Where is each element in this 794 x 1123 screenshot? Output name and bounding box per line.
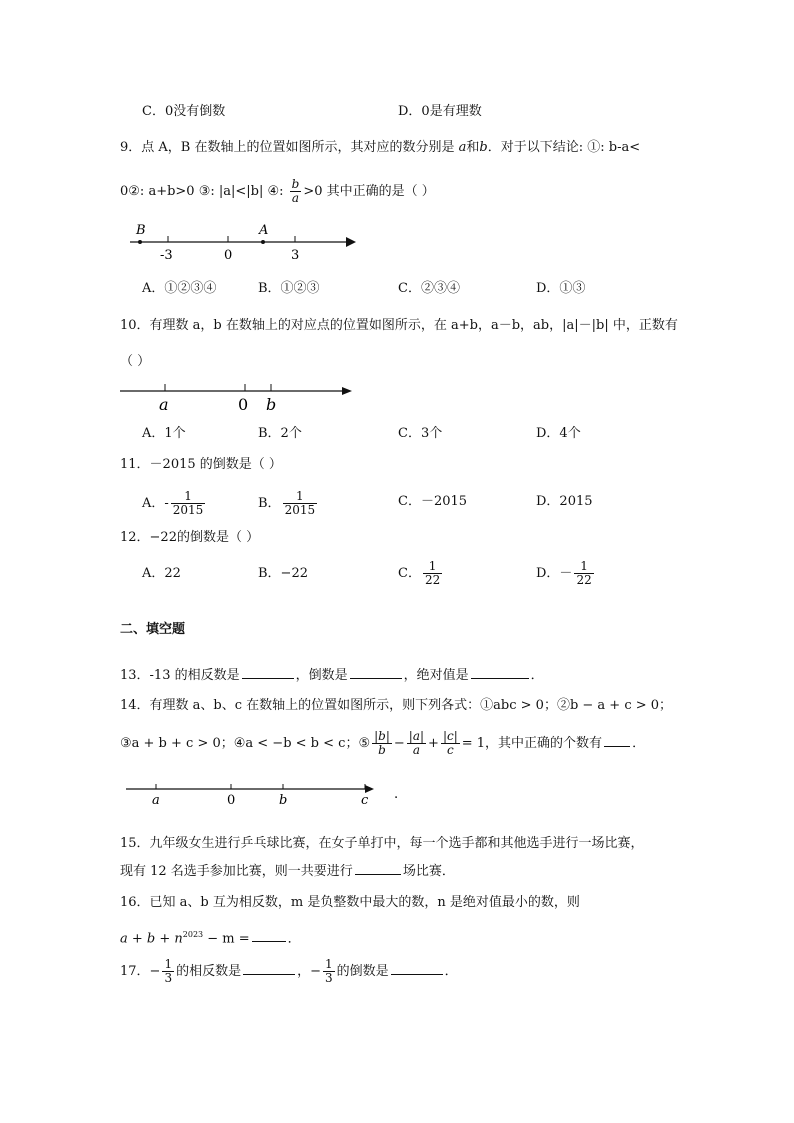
q12-stem: 12．−22的倒数是（ ） (120, 530, 260, 545)
q9-option-a[interactable]: A．①②③④ (142, 281, 217, 296)
q9-frac-den: a (291, 191, 300, 205)
q17-text-a: 17．− (120, 964, 161, 979)
q9-option-b[interactable]: B．①②③ (258, 281, 320, 296)
q10-label-a: a (159, 395, 169, 414)
q17-text-e: ． (444, 964, 458, 979)
q13-text-d: ． (530, 668, 544, 683)
q11-option-c[interactable]: C．－2015 (398, 494, 468, 509)
q13-blank-opposite[interactable] (242, 664, 294, 679)
q12-option-c-fraction (423, 560, 442, 587)
q9-tick-label-0: 0 (224, 248, 233, 263)
q14-frac-a (407, 730, 426, 757)
q10-option-a[interactable]: A．1个 (142, 426, 186, 441)
q13-stem (120, 664, 544, 686)
q10-stem-line1: 10．有理数 a，b 在数轴上的对应点的位置如图所示，在 a+b，a－b，ab，|a|－|b| 中，正数有 (120, 318, 678, 333)
q17-stem (120, 958, 458, 985)
q12-option-a[interactable]: A．22 (142, 566, 181, 581)
q12-c-num: 1 (423, 560, 442, 574)
q16-expr-a: a + b + n (120, 931, 183, 947)
q10-label-0: 0 (238, 395, 249, 414)
q17-text-b: 的相反数是 (176, 964, 242, 979)
q9-he: 和 (466, 140, 480, 155)
q9-frac-num: b (291, 177, 300, 191)
q9-label-b: B (136, 223, 146, 238)
q11-option-a-prefix: A．- (142, 496, 169, 511)
q10-option-b[interactable]: B．2个 (258, 426, 302, 441)
q12-d-den: 22 (576, 573, 592, 587)
q14-plus: + (428, 736, 439, 751)
q16-exponent: 2023 (182, 930, 204, 939)
q14-label-0: 0 (227, 793, 236, 808)
q11-option-b-prefix: B． (258, 496, 281, 511)
q9-option-c[interactable]: C．②③④ (398, 281, 460, 296)
q12-option-c[interactable] (398, 560, 444, 587)
q10-option-d[interactable]: D．4个 (536, 426, 581, 441)
q14-label-b: b (279, 793, 288, 808)
q10-stem-line2: （ ） (120, 354, 151, 369)
q14-number-line (122, 780, 412, 810)
q17-f1-num: 1 (164, 957, 173, 971)
q8-option-d[interactable]: D．0是有理数 (398, 104, 482, 119)
q17-text-d: 的倒数是 (336, 964, 389, 979)
q9-stem-text-a: 9．点 A，B 在数轴上的位置如图所示，其对应的数分别是 (120, 140, 455, 155)
q14-text-b: = 1，其中正确的个数有 (461, 736, 603, 751)
q9-number-line (120, 220, 370, 265)
q12-d-num: 1 (574, 560, 593, 574)
q17-text-c: ，− (297, 964, 321, 979)
q11-a-num: 1 (171, 490, 206, 504)
q13-text-a: 13．-13 的相反数是 (120, 668, 240, 683)
q14-text-a: ③a + b + c > 0；④a < −b < b < c；⑤ (120, 736, 371, 751)
q10-label-b: b (266, 395, 277, 414)
q11-b-den: 2015 (284, 503, 316, 517)
q16-expr-b: − m = (203, 931, 250, 947)
q9-stem-line1 (120, 138, 640, 158)
q10-number-line (118, 378, 358, 414)
q9-var-a: a (458, 140, 467, 155)
q12-option-c-prefix: C． (398, 566, 421, 581)
q10-axis-arrow (342, 387, 352, 395)
q15-stem-line1: 15．九年级女生进行乒乓球比赛，在女子单打中，每一个选手都和其他选手进行一场比赛， (120, 836, 644, 851)
q17-blank-reciprocal[interactable] (391, 960, 443, 975)
q17-frac-2 (323, 958, 335, 985)
q9-fraction (290, 178, 302, 205)
q11-option-a-fraction (171, 490, 206, 517)
q11-stem: 11．－2015 的倒数是（ ） (120, 457, 282, 472)
q13-blank-reciprocal[interactable] (350, 664, 402, 679)
q14-f1-den: b (378, 743, 386, 757)
q15-text-b: 场比赛． (402, 864, 455, 879)
q11-option-b[interactable] (258, 490, 319, 517)
q17-blank-opposite[interactable] (243, 960, 295, 975)
q13-text-c: ，绝对值是 (403, 668, 469, 683)
q14-stem-line2 (120, 730, 645, 757)
q14-f1-num: |b| (374, 729, 390, 743)
q9-stem-line2 (120, 178, 435, 205)
q9-option-d[interactable]: D．①③ (536, 281, 586, 296)
q14-minus: − (393, 736, 405, 751)
q9-label-a: A (259, 223, 269, 238)
q14-text-c: ． (632, 736, 646, 751)
q9-stem-text-d: >0 其中正确的是（ ） (303, 184, 435, 199)
q11-a-den: 2015 (172, 503, 204, 517)
q12-c-den: 22 (424, 573, 441, 587)
q14-label-c: c (361, 793, 369, 808)
q14-f3-den: c (446, 743, 454, 757)
q9-var-b: b (479, 140, 488, 155)
q15-stem-line2 (120, 860, 455, 882)
q17-f2-den: 3 (325, 971, 333, 985)
q13-blank-absolute[interactable] (471, 664, 529, 679)
q11-option-d[interactable]: D．2015 (536, 494, 593, 509)
q16-stem-line1: 16．已知 a、b 互为相反数，m 是负整数中最大的数，n 是绝对值最小的数，则 (120, 895, 580, 910)
q9-axis-arrow (346, 237, 356, 247)
section-title-fill-in: 二、填空题 (120, 622, 186, 637)
q14-f2-den: a (412, 743, 420, 757)
q17-f2-num: 1 (325, 957, 333, 971)
q16-text-c: ． (287, 931, 301, 947)
q14-stem-line1: 14．有理数 a、b、c 在数轴上的位置如图所示，则下列各式：①abc > 0；②b − a + c > 0； (120, 698, 673, 713)
q14-f2-num: |a| (408, 729, 425, 743)
q14-axis-arrow (365, 785, 374, 793)
q9-point-b (138, 240, 142, 244)
q12-option-b[interactable]: B．−22 (258, 566, 308, 581)
q14-label-a: a (152, 793, 160, 808)
q9-point-a (261, 240, 265, 244)
q14-trailing-dot: . (394, 787, 399, 802)
q17-frac-1 (162, 958, 174, 985)
q14-f3-num: |c| (442, 729, 458, 743)
q9-tick-label-3: 3 (291, 248, 300, 263)
q12-option-d-prefix: D．－ (536, 566, 573, 581)
q10-option-c[interactable]: C．3个 (398, 426, 443, 441)
q15-blank-matches[interactable] (355, 860, 401, 875)
q9-stem-text-c: 0②: a+b>0 ③: |a|<|b| ④: (120, 184, 284, 199)
q13-text-b: ，倒数是 (295, 668, 348, 683)
q12-option-d-fraction (574, 560, 593, 587)
q9-tick-label-neg3: -3 (160, 248, 173, 263)
q12-option-d[interactable] (536, 560, 596, 587)
q14-frac-c (441, 730, 460, 757)
q9-stem-text-b: ．对于以下结论: ①: b-a< (487, 140, 641, 155)
q14-frac-b (372, 730, 392, 757)
q14-blank-count[interactable] (604, 732, 630, 747)
q11-b-num: 1 (283, 490, 318, 504)
q11-option-a[interactable] (142, 490, 207, 517)
q17-f1-den: 3 (164, 971, 173, 985)
q8-option-c[interactable]: C．0没有倒数 (142, 104, 226, 119)
q16-stem-line2 (120, 925, 301, 949)
q16-blank-answer[interactable] (252, 927, 286, 942)
q11-option-b-fraction (283, 490, 318, 517)
q15-text-a: 现有 12 名选手参加比赛，则一共要进行 (120, 864, 353, 879)
